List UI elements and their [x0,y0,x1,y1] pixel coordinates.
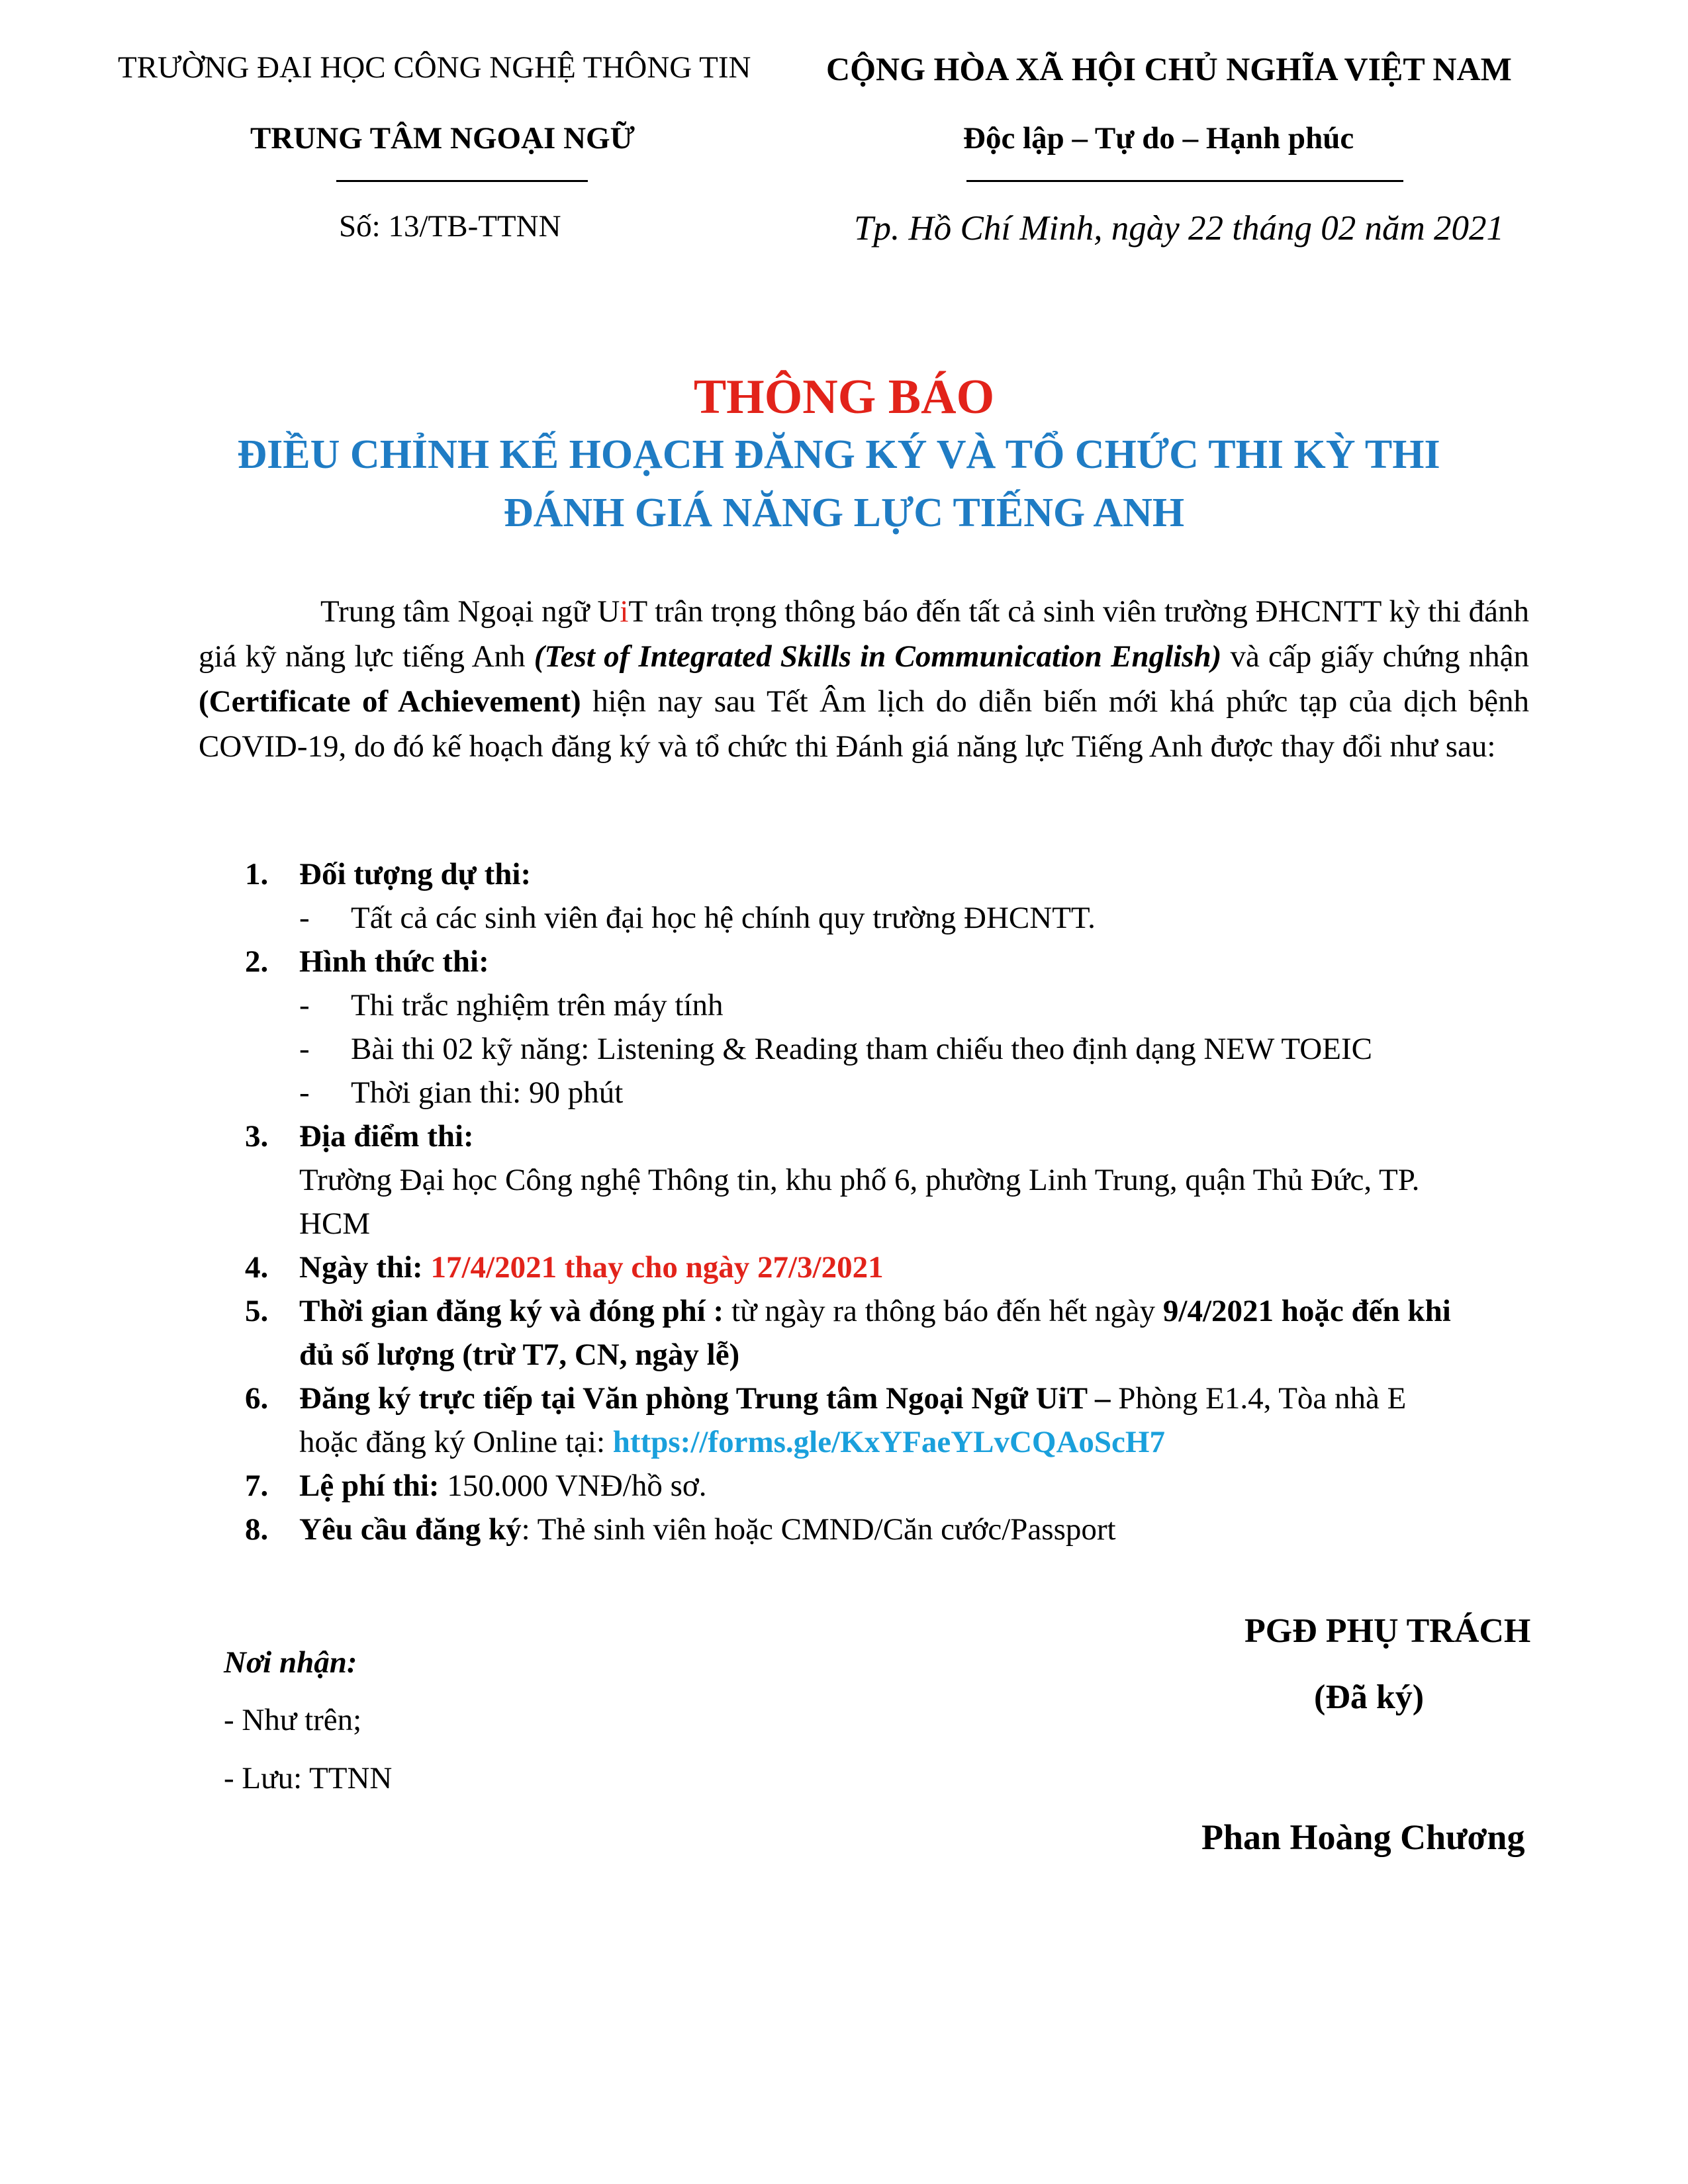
notice-subtitle-line1: ĐIỀU CHỈNH KẾ HOẠCH ĐĂNG KÝ VÀ TỔ CHỨC THI KỲ THI [237,432,1440,477]
item-label: Lệ phí thi: [299,1469,440,1503]
item-number: 8. [245,1512,269,1547]
header-right-rule [966,180,1403,182]
intro-text-1: Trung tâm Ngoại ngữ U [320,594,620,629]
sub-item: - Thời gian thi: 90 phút [299,1071,1542,1115]
item-number: 7. [245,1469,269,1503]
item-label: Ngày thi: [299,1250,431,1285]
item-number: 4. [245,1250,269,1285]
item-label: Đối tượng dự thi: [299,857,532,891]
intro-text-4: hiện nay sau Tết Âm lịch do diễn biến mới khá phức tạp của dịch bệnh COVID-19, do đó kế hoạch đăng ký và tổ chức thi Đánh giá năng lực Tiếng Anh được thay đổi như sau: [199,684,1529,764]
test-name: (Test of Integrated Skills in Communication English) [534,639,1222,674]
signature-signed: (Đã ký) [1314,1678,1425,1716]
online-text: hoặc đăng ký Online tại: [299,1425,613,1459]
sub-item-text: Thời gian thi: 90 phút [351,1075,624,1110]
item-text: từ ngày ra thông báo đến hết ngày [724,1294,1163,1328]
location-line-1: Trường Đại học Công nghệ Thông tin, khu phố 6, phường Linh Trung, quận Thủ Đức, TP. [299,1163,1420,1197]
signer-name: Phan Hoàng Chương [1201,1817,1525,1857]
exam-date-value: 17/4/2021 thay cho ngày 27/3/2021 [430,1250,884,1285]
item-label: Hình thức thi: [299,944,489,979]
sub-item-text: Thi trắc nghiệm trên máy tính [351,988,724,1023]
certificate-name: (Certificate of Achievement) [199,684,581,719]
location-line-2: HCM [299,1206,371,1241]
intro-text-3: và cấp giấy chứng nhận [1221,639,1530,674]
intro-text-2: T trân trọng thông báo đến tất cả sinh viên trường ĐHCNTT kỳ thi đánh giá kỹ năng lực tiếng Anh [199,594,1529,674]
list-item-format [245,940,1542,983]
office-room: Phòng E1.4, Tòa nhà E [1118,1381,1407,1416]
org-center: TRUNG TÂM NGOẠI NGỮ [250,121,635,156]
requirements-value: : Thẻ sinh viên hoặc CMND/Căn cước/Passport [521,1512,1116,1547]
item-number: 1. [245,857,269,891]
info-list [245,852,1542,1551]
deadline-text-continued: đủ số lượng (trừ T7, CN, ngày lễ) [299,1338,740,1372]
item-label: Yêu cầu đăng ký [299,1512,522,1547]
sub-item: - Tất cả các sinh viên đại học hệ chính quy trường ĐHCNTT. [299,896,1542,940]
fee-value: 150.000 VNĐ/hồ sơ. [439,1469,707,1503]
uit-i-letter: i [620,594,629,629]
item-number: 6. [245,1381,269,1416]
item-number: 5. [245,1294,269,1328]
registration-link[interactable]: https://forms.gle/KxYFaeYLvCQAoScH7 [612,1425,1165,1459]
item-number: 3. [245,1119,269,1154]
signature-title: PGĐ PHỤ TRÁCH [1244,1612,1531,1650]
intro-paragraph [199,589,1529,769]
list-item-requirements [245,1508,1542,1551]
list-item-location [245,1115,1542,1158]
list-item-fee [245,1464,1542,1508]
place-date: Tp. Hồ Chí Minh, ngày 22 tháng 02 năm 2021 [854,209,1504,248]
recipient-2: - Lưu: TTNN [224,1761,393,1796]
recipient-1: - Như trên; [224,1703,362,1737]
sub-item-text: Tất cả các sinh viên đại học hệ chính quy trường ĐHCNTT. [351,901,1096,935]
nation-title: CỘNG HÒA XÃ HỘI CHỦ NGHĨA VIỆT NAM [826,50,1512,87]
recipients-heading: Nơi nhận: [224,1645,357,1680]
list-item-registration-place [245,1377,1542,1420]
sub-item: - Bài thi 02 kỹ năng: Listening & Reading tham chiếu theo định dạng NEW TOEIC [299,1027,1542,1071]
sub-item-text: Bài thi 02 kỹ năng: Listening & Reading tham chiếu theo định dạng NEW TOEIC [351,1032,1372,1066]
motto: Độc lập – Tự do – Hạnh phúc [963,121,1354,156]
item-label: Đăng ký trực tiếp tại Văn phòng Trung tâm Ngoại Ngữ UiT – [299,1381,1119,1416]
org-university: TRƯỜNG ĐẠI HỌC CÔNG NGHỆ THÔNG TIN [118,50,751,85]
list-item-target [245,852,1542,896]
list-item-registration-period [245,1289,1542,1333]
item-label: Thời gian đăng ký và đóng phí : [299,1294,724,1328]
item-number: 2. [245,944,269,979]
header-left-rule [336,180,588,182]
notice-title: THÔNG BÁO [693,370,995,424]
item-label: Địa điểm thi: [299,1119,474,1154]
list-item-exam-date [245,1246,1542,1289]
sub-item: - Thi trắc nghiệm trên máy tính [299,983,1542,1027]
notice-subtitle-line2: ĐÁNH GIÁ NĂNG LỰC TIẾNG ANH [503,490,1185,535]
doc-number: Số: 13/TB-TTNN [339,209,561,244]
deadline-text: 9/4/2021 hoặc đến khi [1162,1294,1451,1328]
